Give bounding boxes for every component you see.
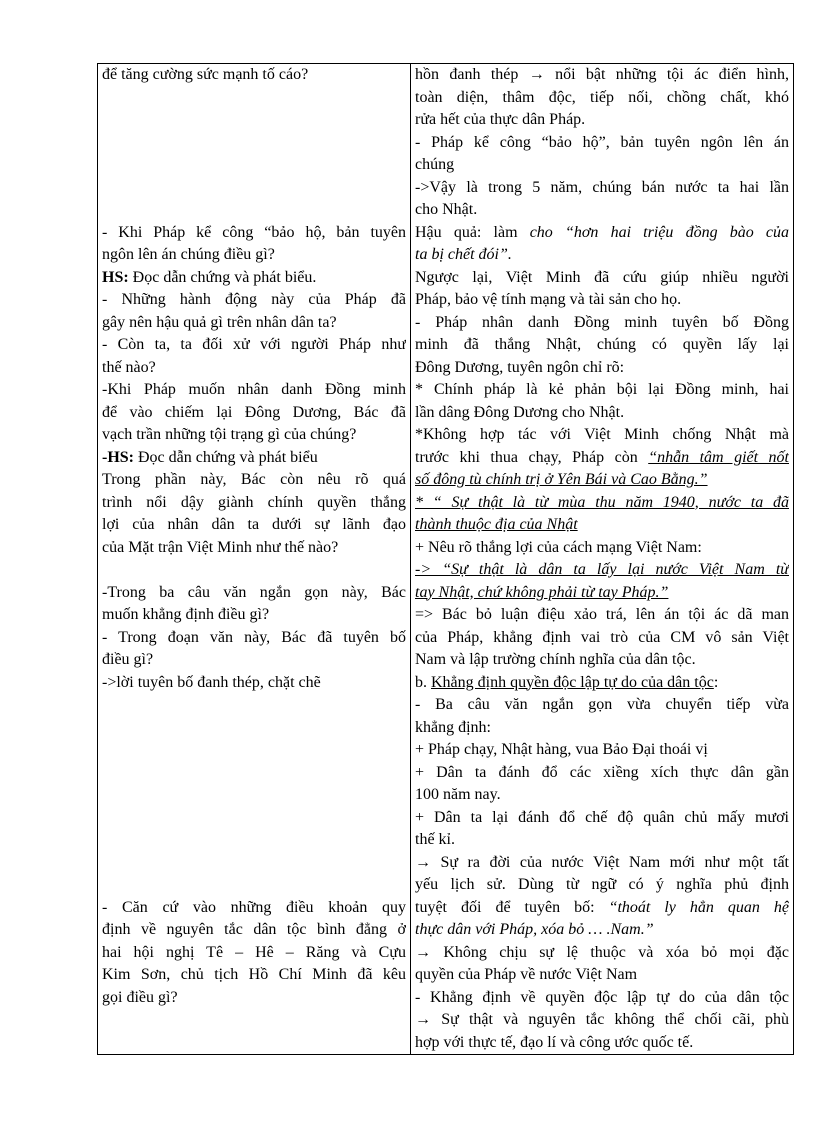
right-line: của Pháp, khẳng định vai trò của CM vô sản Việt	[415, 628, 789, 646]
left-line: vạch trần những tội trạng gì của chúng?	[102, 426, 357, 443]
left-line: - Trong đoạn văn này, Bác đã tuyên bố	[102, 628, 406, 646]
section-heading-b: b. Khẳng định quyền độc lập tự do của dân tộc:	[415, 673, 719, 691]
table-row	[98, 64, 794, 1055]
right-line: - Ba câu văn ngắn gọn vừa chuyển tiếp vừa	[415, 696, 789, 713]
right-line: thế kỉ.	[415, 831, 455, 848]
left-line: ->lời tuyên bố đanh thép, chặt chẽ	[102, 673, 321, 691]
right-line: -> “Sự thật là dân ta lấy lại nước Việt Nam từ	[415, 561, 789, 578]
hs-label: -HS:	[102, 448, 134, 466]
right-line: → Sự thật và nguyên tắc không thể chối cãi, phù	[415, 1011, 789, 1028]
left-line: gọi điều gì?	[102, 988, 178, 1006]
right-line: * “ Sự thật là từ mùa thu năm 1940, nước ta đã	[415, 493, 789, 511]
right-line: lần dâng Đông Dương cho Nhật.	[415, 403, 625, 421]
left-line: Kim Sơn, chủ tịch Hồ Chí Minh đã kêu	[102, 966, 406, 983]
right-line: số đông tù chính trị ở Yên Bái và Cao Bằng.”	[415, 471, 708, 488]
right-line: 100 năm nay.	[415, 786, 501, 803]
right-line: Ngược lại, Việt Minh đã cứu giúp nhiều người	[415, 268, 789, 286]
right-line: yếu lịch sử. Dùng từ ngữ có ý nghĩa phủ định	[415, 876, 789, 893]
right-line: Hậu quả: làm cho “hơn hai triệu đồng bào của	[415, 223, 789, 241]
right-line: hồn đanh thép → nổi bật những tội ác điển hình,	[415, 66, 789, 83]
left-line: thế nào?	[102, 358, 156, 376]
hs-label: HS:	[102, 268, 129, 286]
right-line: => Bác bỏ luận điệu xảo trá, lên án tội ác dã man	[415, 606, 789, 623]
arrow-icon: →	[415, 853, 431, 871]
right-line: → Không chịu sự lệ thuộc và xóa bỏ mọi đặc	[415, 943, 789, 961]
left-line: lợi của nhân dân ta dưới sự lãnh đạo	[102, 516, 406, 533]
right-line: ta bị chết đói”.	[415, 246, 512, 263]
left-line: trình nổi dậy giành chính quyền thắng	[102, 493, 406, 511]
arrow-icon: →	[415, 943, 431, 961]
right-line: *Không hợp tác với Việt Minh chống Nhật mà	[415, 426, 789, 443]
left-line: định về nguyên tắc dân tộc bình đẳng ở	[102, 921, 406, 938]
hs-instruction: Đọc dẫn chứng và phát biểu	[138, 448, 318, 466]
right-line: hợp với thực tế, đạo lí và công ước quốc tế.	[415, 1033, 694, 1051]
left-line: -Trong ba câu văn ngắn gọn này, Bác	[102, 583, 406, 601]
right-line: - Pháp kể công “bảo hộ”, bản tuyên ngôn lên án	[415, 133, 789, 151]
right-line: Đông Dương, tuyên ngôn chỉ rõ:	[415, 358, 625, 376]
left-line: để vào chiếm lại Đông Dương, Bác đã	[102, 403, 406, 421]
left-line: - Những hành động này của Pháp đã	[102, 291, 406, 308]
right-line: + Dân ta đánh đổ các xiềng xích thực dân gần	[415, 763, 789, 781]
right-line: Nam và lập trường chính nghĩa của dân tộc.	[415, 651, 696, 668]
right-line: tuyệt đối để tuyên bố: “thoát ly hẳn quan hệ	[415, 898, 789, 916]
right-line: quyền của Pháp về nước Việt Nam	[415, 966, 638, 983]
right-line: + Dân ta lại đánh đổ chế độ quân chủ mấy mươi	[415, 808, 789, 826]
right-line: thành thuộc địa của Nhật	[415, 516, 578, 533]
hs-instruction: Đọc dẫn chứng và phát biểu.	[132, 268, 317, 286]
right-line: cho Nhật.	[415, 201, 478, 218]
right-line: toàn diện, thâm độc, tiếp nối, chồng chất, khó	[415, 88, 789, 106]
arrow-icon: →	[528, 66, 545, 83]
right-line: rửa hết của thực dân Pháp.	[415, 111, 586, 128]
left-line: - Căn cứ vào những điều khoản quy	[102, 898, 406, 916]
right-line: ->Vậy là trong 5 năm, chúng bán nước ta hai lần	[415, 178, 789, 196]
left-line: điều gì?	[102, 651, 154, 668]
right-line: khẳng định:	[415, 718, 491, 736]
lesson-table	[97, 63, 794, 1055]
left-line	[102, 267, 406, 290]
right-line: * Chính pháp là kẻ phản bội lại Đồng minh, hai	[415, 381, 789, 398]
right-line: → Sự ra đời của nước Việt Nam mới như một tất	[415, 853, 789, 871]
question-column	[98, 64, 411, 1055]
right-line: minh đã thắng Nhật, chúng có quyền lấy lại	[415, 336, 789, 353]
left-line: - Khi Pháp kể công “bảo hộ, bản tuyên	[102, 223, 406, 241]
right-line: + Pháp chạy, Nhật hàng, vua Bảo Đại thoái vị	[415, 741, 708, 758]
left-line	[102, 447, 406, 470]
left-line: của Mặt trận Việt Minh như thế nào?	[102, 538, 339, 556]
right-line: - Khẳng định về quyền độc lập tự do của dân tộc	[415, 988, 789, 1006]
answer-column	[411, 64, 794, 1055]
left-line: Trong phần này, Bác còn nêu rõ quá	[102, 471, 406, 488]
left-line: để tăng cường sức mạnh tố cáo?	[102, 66, 309, 83]
right-line: chúng	[415, 156, 455, 173]
right-line: trước khi thua chạy, Pháp còn “nhẫn tâm giết nốt	[415, 448, 789, 466]
right-line: Pháp, bảo vệ tính mạng và tài sản cho họ.	[415, 291, 682, 308]
left-line: gây nên hậu quả gì trên nhân dân ta?	[102, 313, 337, 331]
right-line: - Pháp nhân danh Đồng minh tuyên bố Đồng	[415, 313, 789, 331]
left-line: ngôn lên án chúng điều gì?	[102, 246, 275, 263]
right-line: tay Nhật, chứ không phải từ tay Pháp.”	[415, 583, 669, 601]
right-line: thực dân với Pháp, xóa bỏ … .Nam.”	[415, 921, 654, 938]
right-line: + Nêu rõ thắng lợi của cách mạng Việt Nam:	[415, 538, 702, 556]
left-line: muốn khẳng định điều gì?	[102, 606, 270, 623]
left-line: -Khi Pháp muốn nhân danh Đồng minh	[102, 381, 406, 398]
arrow-icon: →	[415, 1011, 431, 1028]
left-line: - Còn ta, ta đối xử với người Pháp như	[102, 336, 406, 353]
left-line: hai hội nghị Tê – Hê – Răng và Cựu	[102, 943, 406, 961]
